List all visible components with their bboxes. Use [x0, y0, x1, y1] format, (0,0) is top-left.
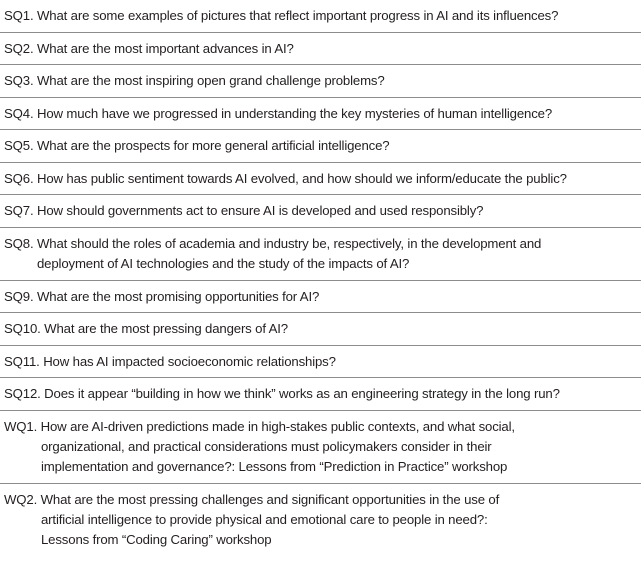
question-id: SQ2. — [4, 40, 34, 56]
question-item-sq7 — [0, 195, 641, 228]
question-item-sq10 — [0, 313, 641, 346]
question-id: SQ1. — [4, 8, 34, 23]
question-text-line-2: organizational, and practical considerations must policymakers consider in their — [41, 438, 492, 454]
question-text: How has AI impacted socioeconomic relationships? — [43, 353, 336, 369]
question-id: SQ9. — [4, 288, 34, 304]
question-id: WQ1. — [4, 418, 38, 434]
question-text-line-1: What should the roles of academia and industry be, respectively, in the development and — [36, 235, 542, 251]
question-item-sq2 — [0, 33, 641, 66]
question-item-sq4 — [0, 98, 641, 131]
question-text: What are the prospects for more general artificial intelligence? — [36, 138, 390, 153]
question-item-wq2 — [0, 484, 641, 557]
question-item-sq11 — [0, 346, 641, 379]
question-text-line-3: Lessons from “Coding Caring” workshop — [41, 531, 272, 547]
question-text-line-2: deployment of AI technologies and the study of the impacts of AI? — [37, 255, 410, 271]
question-text: What are the most important advances in AI? — [36, 40, 294, 56]
question-text: How should governments act to ensure AI is developed and used responsibly? — [36, 203, 484, 218]
question-id: WQ2. — [4, 491, 38, 507]
question-id: SQ12. — [4, 386, 41, 401]
question-id: SQ6. — [4, 170, 34, 186]
question-text: How has public sentiment towards AI evolved, and how should we inform/educate the public? — [36, 170, 567, 186]
question-id: SQ7. — [4, 203, 34, 218]
question-text-line-1: How are AI-driven predictions made in high-stakes public contexts, and what social, — [40, 418, 515, 434]
question-item-sq3 — [0, 65, 641, 98]
question-id: SQ4. — [4, 105, 34, 121]
question-text: What are some examples of pictures that reflect important progress in AI and its influences? — [36, 8, 559, 23]
question-text: Does it appear “building in how we think” works as an engineering strategy in the long run? — [44, 386, 560, 401]
question-text-line-2: artificial intelligence to provide physical and emotional care to people in need?: — [41, 511, 488, 527]
question-text-line-3: implementation and governance?: Lessons from “Prediction in Practice” workshop — [41, 458, 508, 474]
question-item-sq9 — [0, 281, 641, 314]
question-item-sq8 — [0, 228, 641, 281]
question-text-line-1: What are the most pressing challenges and significant opportunities in the use of — [40, 491, 500, 507]
question-id: SQ10. — [4, 321, 41, 336]
question-id: SQ5. — [4, 138, 34, 153]
question-item-wq1 — [0, 411, 641, 484]
question-text: How much have we progressed in understanding the key mysteries of human intelligence? — [36, 105, 553, 121]
question-item-sq1 — [0, 0, 641, 33]
question-text: What are the most promising opportunities for AI? — [36, 288, 320, 304]
question-text: What are the most pressing dangers of AI? — [44, 321, 288, 336]
question-item-sq6 — [0, 163, 641, 196]
question-id: SQ3. — [4, 73, 34, 88]
question-id: SQ8. — [4, 235, 34, 251]
question-text: What are the most inspiring open grand challenge problems? — [36, 73, 385, 88]
question-item-sq12 — [0, 378, 641, 411]
question-item-sq5 — [0, 130, 641, 163]
question-id: SQ11. — [4, 353, 40, 369]
